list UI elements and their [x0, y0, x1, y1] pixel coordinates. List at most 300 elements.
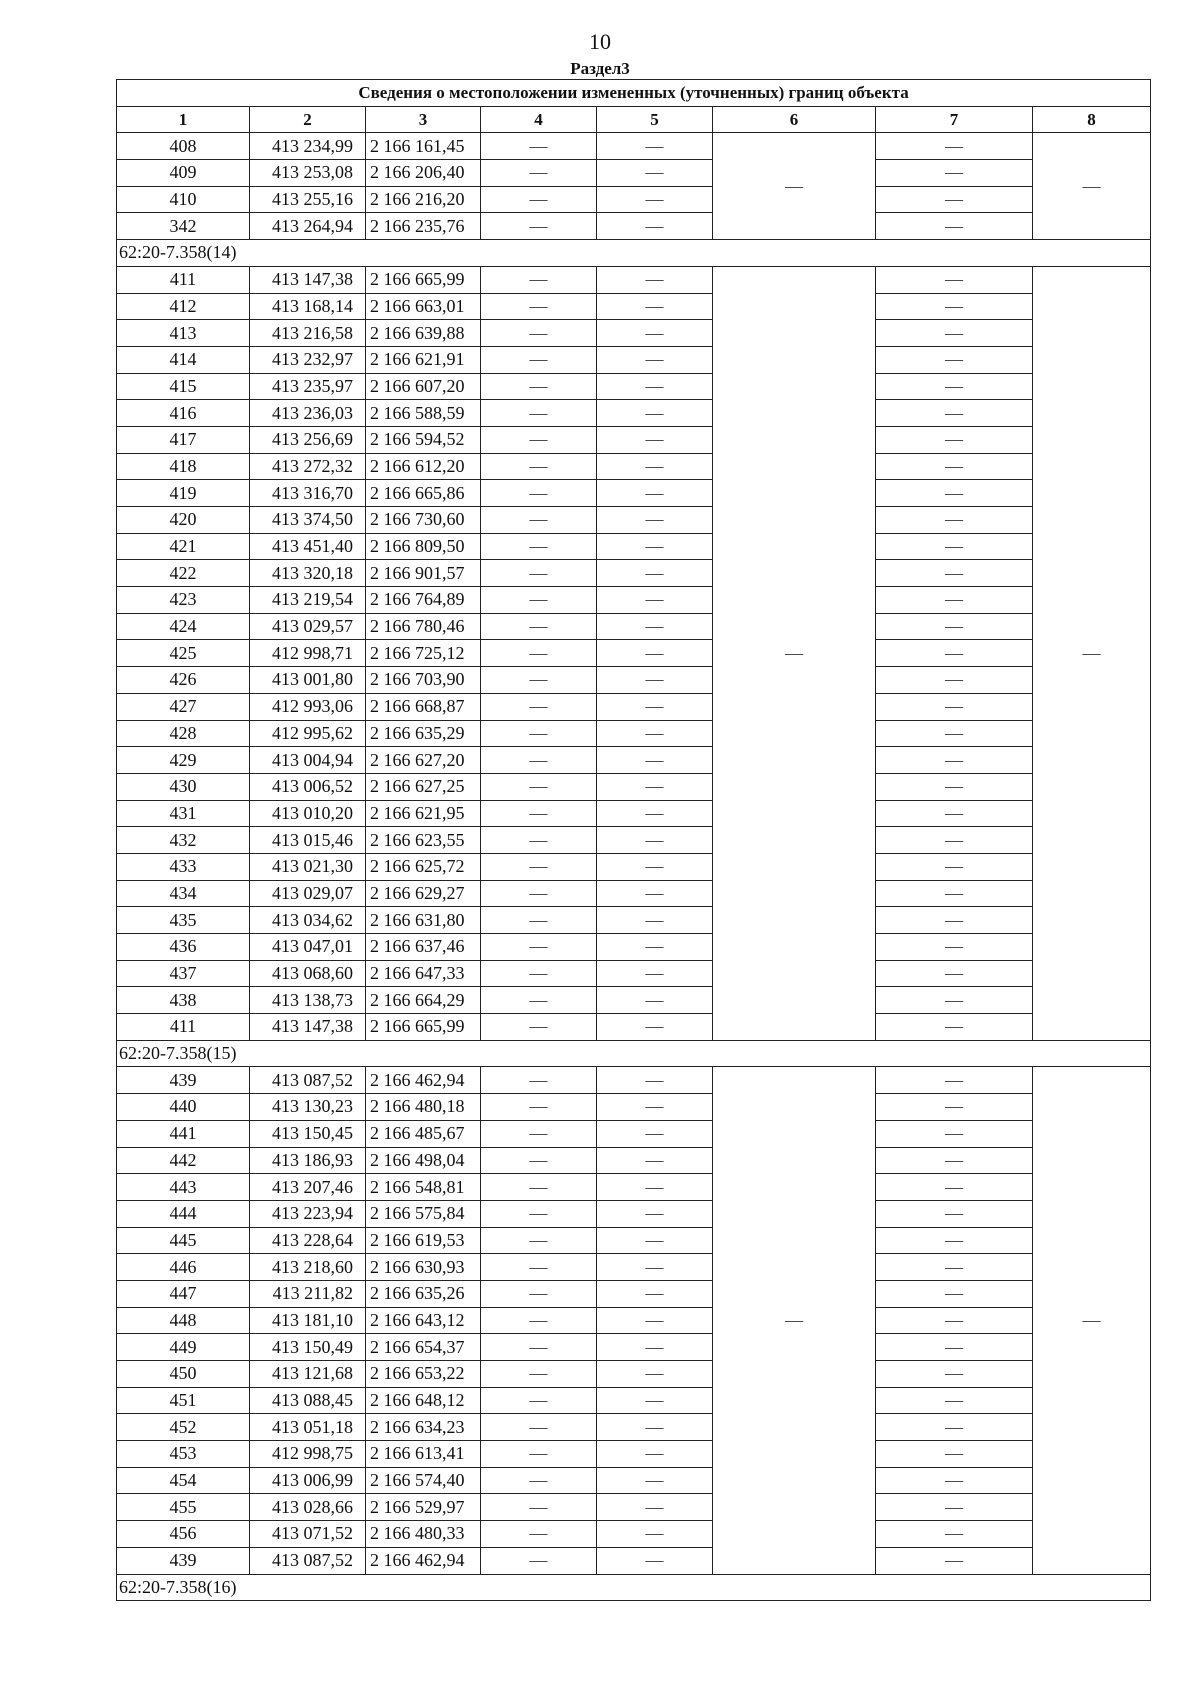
- col7-cell: —: [876, 667, 1033, 694]
- column-header: 2: [250, 106, 366, 133]
- y-coordinate-cell: 2 166 654,37: [366, 1334, 481, 1361]
- x-coordinate-cell: 413 228,64: [250, 1227, 366, 1254]
- col5-cell: —: [597, 400, 713, 427]
- col5-cell: —: [597, 880, 713, 907]
- y-coordinate-cell: 2 166 780,46: [366, 613, 481, 640]
- y-coordinate-cell: 2 166 529,97: [366, 1494, 481, 1521]
- table-row: [117, 1174, 1151, 1201]
- table-body: [117, 133, 1151, 1601]
- point-number-cell: 423: [117, 587, 250, 614]
- point-number-cell: 424: [117, 613, 250, 640]
- table-row: [117, 720, 1151, 747]
- x-coordinate-cell: 413 316,70: [250, 480, 366, 507]
- point-number-cell: 412: [117, 293, 250, 320]
- table-row: [117, 747, 1151, 774]
- col4-cell: —: [481, 453, 597, 480]
- col4-cell: —: [481, 907, 597, 934]
- col4-cell: —: [481, 1200, 597, 1227]
- col6-merged-cell: —: [713, 133, 876, 240]
- col5-cell: —: [597, 1494, 713, 1521]
- col5-cell: —: [597, 640, 713, 667]
- point-number-cell: 410: [117, 186, 250, 213]
- col4-cell: —: [481, 827, 597, 854]
- x-coordinate-cell: 413 021,30: [250, 853, 366, 880]
- col5-cell: —: [597, 1200, 713, 1227]
- y-coordinate-cell: 2 166 627,25: [366, 773, 481, 800]
- col7-cell: —: [876, 1494, 1033, 1521]
- point-number-cell: 451: [117, 1387, 250, 1414]
- point-number-cell: 437: [117, 960, 250, 987]
- group-label-row: [117, 1574, 1151, 1601]
- col5-cell: —: [597, 960, 713, 987]
- table-row: [117, 480, 1151, 507]
- col5-cell: —: [597, 587, 713, 614]
- x-coordinate-cell: 413 320,18: [250, 560, 366, 587]
- x-coordinate-cell: 413 150,49: [250, 1334, 366, 1361]
- y-coordinate-cell: 2 166 648,12: [366, 1387, 481, 1414]
- col7-cell: —: [876, 613, 1033, 640]
- col5-cell: —: [597, 720, 713, 747]
- col7-cell: —: [876, 1387, 1033, 1414]
- col5-cell: —: [597, 1441, 713, 1468]
- x-coordinate-cell: 412 995,62: [250, 720, 366, 747]
- point-number-cell: 446: [117, 1254, 250, 1281]
- table-row: [117, 346, 1151, 373]
- x-coordinate-cell: 413 147,38: [250, 1014, 366, 1041]
- point-number-cell: 429: [117, 747, 250, 774]
- col7-cell: —: [876, 987, 1033, 1014]
- col7-cell: —: [876, 320, 1033, 347]
- y-coordinate-cell: 2 166 462,94: [366, 1067, 481, 1094]
- table-row: [117, 1200, 1151, 1227]
- table-row: [117, 640, 1151, 667]
- x-coordinate-cell: 413 272,32: [250, 453, 366, 480]
- column-header: 4: [481, 106, 597, 133]
- point-number-cell: 425: [117, 640, 250, 667]
- point-number-cell: 415: [117, 373, 250, 400]
- col7-cell: —: [876, 1254, 1033, 1281]
- table-row: [117, 1414, 1151, 1441]
- col4-cell: —: [481, 747, 597, 774]
- col5-cell: —: [597, 1227, 713, 1254]
- col5-cell: —: [597, 533, 713, 560]
- x-coordinate-cell: 413 029,07: [250, 880, 366, 907]
- point-number-cell: 413: [117, 320, 250, 347]
- col5-cell: —: [597, 747, 713, 774]
- x-coordinate-cell: 413 235,97: [250, 373, 366, 400]
- x-coordinate-cell: 413 121,68: [250, 1361, 366, 1388]
- col4-cell: —: [481, 613, 597, 640]
- y-coordinate-cell: 2 166 485,67: [366, 1120, 481, 1147]
- col5-cell: —: [597, 934, 713, 961]
- col7-cell: —: [876, 1120, 1033, 1147]
- col7-cell: —: [876, 720, 1033, 747]
- table-row: [117, 507, 1151, 534]
- table-row: [117, 560, 1151, 587]
- y-coordinate-cell: 2 166 480,33: [366, 1521, 481, 1548]
- table-row: [117, 853, 1151, 880]
- y-coordinate-cell: 2 166 643,12: [366, 1307, 481, 1334]
- col4-cell: —: [481, 480, 597, 507]
- point-number-cell: 432: [117, 827, 250, 854]
- col5-cell: —: [597, 1467, 713, 1494]
- col5-cell: —: [597, 1254, 713, 1281]
- col7-cell: —: [876, 587, 1033, 614]
- col5-cell: —: [597, 853, 713, 880]
- y-coordinate-cell: 2 166 480,18: [366, 1094, 481, 1121]
- col5-cell: —: [597, 800, 713, 827]
- x-coordinate-cell: 413 255,16: [250, 186, 366, 213]
- point-number-cell: 417: [117, 426, 250, 453]
- col8-merged-cell: —: [1033, 1067, 1151, 1574]
- col8-merged-cell: —: [1033, 133, 1151, 240]
- col4-cell: —: [481, 693, 597, 720]
- x-coordinate-cell: 413 216,58: [250, 320, 366, 347]
- y-coordinate-cell: 2 166 206,40: [366, 160, 481, 187]
- table-row: [117, 934, 1151, 961]
- table-row: [117, 960, 1151, 987]
- table-row: [117, 667, 1151, 694]
- col7-cell: —: [876, 1227, 1033, 1254]
- col5-cell: —: [597, 1120, 713, 1147]
- y-coordinate-cell: 2 166 631,80: [366, 907, 481, 934]
- y-coordinate-cell: 2 166 629,27: [366, 880, 481, 907]
- point-number-cell: 416: [117, 400, 250, 427]
- point-number-cell: 419: [117, 480, 250, 507]
- col7-cell: —: [876, 853, 1033, 880]
- point-number-cell: 431: [117, 800, 250, 827]
- y-coordinate-cell: 2 166 574,40: [366, 1467, 481, 1494]
- col7-cell: —: [876, 1547, 1033, 1574]
- col7-cell: —: [876, 1441, 1033, 1468]
- col5-cell: —: [597, 1067, 713, 1094]
- col7-cell: —: [876, 1174, 1033, 1201]
- col5-cell: —: [597, 827, 713, 854]
- point-number-cell: 438: [117, 987, 250, 1014]
- column-header: 8: [1033, 106, 1151, 133]
- col7-cell: —: [876, 186, 1033, 213]
- table-row: [117, 1094, 1151, 1121]
- group-label: 62:20-7.358(15): [117, 1040, 1151, 1067]
- section-title: Раздел3: [570, 59, 630, 78]
- col5-cell: —: [597, 480, 713, 507]
- col4-cell: —: [481, 1067, 597, 1094]
- table-row: [117, 186, 1151, 213]
- col7-cell: —: [876, 1467, 1033, 1494]
- point-number-cell: 430: [117, 773, 250, 800]
- col6-merged-cell: —: [713, 266, 876, 1040]
- x-coordinate-cell: 413 451,40: [250, 533, 366, 560]
- point-number-cell: 439: [117, 1067, 250, 1094]
- col5-cell: —: [597, 1361, 713, 1388]
- col4-cell: —: [481, 533, 597, 560]
- col4-cell: —: [481, 1467, 597, 1494]
- x-coordinate-cell: 413 028,66: [250, 1494, 366, 1521]
- column-header: 3: [366, 106, 481, 133]
- col4-cell: —: [481, 960, 597, 987]
- table-row: [117, 773, 1151, 800]
- col7-cell: —: [876, 373, 1033, 400]
- table-row: [117, 533, 1151, 560]
- x-coordinate-cell: 413 207,46: [250, 1174, 366, 1201]
- x-coordinate-cell: 413 256,69: [250, 426, 366, 453]
- y-coordinate-cell: 2 166 621,91: [366, 346, 481, 373]
- y-coordinate-cell: 2 166 665,99: [366, 1014, 481, 1041]
- col7-cell: —: [876, 1094, 1033, 1121]
- y-coordinate-cell: 2 166 462,94: [366, 1547, 481, 1574]
- col4-cell: —: [481, 934, 597, 961]
- x-coordinate-cell: 413 088,45: [250, 1387, 366, 1414]
- col4-cell: —: [481, 1521, 597, 1548]
- col5-cell: —: [597, 1334, 713, 1361]
- col5-cell: —: [597, 560, 713, 587]
- col4-cell: —: [481, 1120, 597, 1147]
- col7-cell: —: [876, 773, 1033, 800]
- y-coordinate-cell: 2 166 668,87: [366, 693, 481, 720]
- col5-cell: —: [597, 293, 713, 320]
- table-row: [117, 400, 1151, 427]
- column-header: 5: [597, 106, 713, 133]
- col7-cell: —: [876, 133, 1033, 160]
- point-number-cell: 411: [117, 1014, 250, 1041]
- x-coordinate-cell: 413 236,03: [250, 400, 366, 427]
- col4-cell: —: [481, 800, 597, 827]
- x-coordinate-cell: 413 150,45: [250, 1120, 366, 1147]
- y-coordinate-cell: 2 166 575,84: [366, 1200, 481, 1227]
- y-coordinate-cell: 2 166 235,76: [366, 213, 481, 240]
- y-coordinate-cell: 2 166 548,81: [366, 1174, 481, 1201]
- col5-cell: —: [597, 907, 713, 934]
- col4-cell: —: [481, 1361, 597, 1388]
- x-coordinate-cell: 412 998,75: [250, 1441, 366, 1468]
- col5-cell: —: [597, 1014, 713, 1041]
- col7-cell: —: [876, 266, 1033, 293]
- table-row: [117, 1334, 1151, 1361]
- table-row: [117, 373, 1151, 400]
- y-coordinate-cell: 2 166 725,12: [366, 640, 481, 667]
- col4-cell: —: [481, 1227, 597, 1254]
- table-row: [117, 613, 1151, 640]
- table-row: [117, 266, 1151, 293]
- col5-cell: —: [597, 133, 713, 160]
- col4-cell: —: [481, 1334, 597, 1361]
- col5-cell: —: [597, 1174, 713, 1201]
- col4-cell: —: [481, 1414, 597, 1441]
- col4-cell: —: [481, 346, 597, 373]
- y-coordinate-cell: 2 166 901,57: [366, 560, 481, 587]
- point-number-cell: 428: [117, 720, 250, 747]
- point-number-cell: 452: [117, 1414, 250, 1441]
- col5-cell: —: [597, 1521, 713, 1548]
- point-number-cell: 342: [117, 213, 250, 240]
- col5-cell: —: [597, 160, 713, 187]
- y-coordinate-cell: 2 166 809,50: [366, 533, 481, 560]
- table-row: [117, 1227, 1151, 1254]
- group-label: 62:20-7.358(16): [117, 1574, 1151, 1601]
- point-number-cell: 450: [117, 1361, 250, 1388]
- col7-cell: —: [876, 1147, 1033, 1174]
- x-coordinate-cell: 413 168,14: [250, 293, 366, 320]
- col4-cell: —: [481, 160, 597, 187]
- y-coordinate-cell: 2 166 665,86: [366, 480, 481, 507]
- col4-cell: —: [481, 213, 597, 240]
- table-row: [117, 1147, 1151, 1174]
- table-row: [117, 1120, 1151, 1147]
- column-header: 7: [876, 106, 1033, 133]
- x-coordinate-cell: 413 234,99: [250, 133, 366, 160]
- point-number-cell: 440: [117, 1094, 250, 1121]
- point-number-cell: 442: [117, 1147, 250, 1174]
- col5-cell: —: [597, 987, 713, 1014]
- col7-cell: —: [876, 1334, 1033, 1361]
- col4-cell: —: [481, 667, 597, 694]
- column-header: 1: [117, 106, 250, 133]
- y-coordinate-cell: 2 166 634,23: [366, 1414, 481, 1441]
- x-coordinate-cell: 413 010,20: [250, 800, 366, 827]
- col5-cell: —: [597, 507, 713, 534]
- table-row: [117, 293, 1151, 320]
- col7-cell: —: [876, 693, 1033, 720]
- col5-cell: —: [597, 1280, 713, 1307]
- y-coordinate-cell: 2 166 625,72: [366, 853, 481, 880]
- col4-cell: —: [481, 1441, 597, 1468]
- y-coordinate-cell: 2 166 612,20: [366, 453, 481, 480]
- col7-cell: —: [876, 747, 1033, 774]
- col4-cell: —: [481, 507, 597, 534]
- y-coordinate-cell: 2 166 627,20: [366, 747, 481, 774]
- point-number-cell: 445: [117, 1227, 250, 1254]
- x-coordinate-cell: 413 218,60: [250, 1254, 366, 1281]
- col7-cell: —: [876, 293, 1033, 320]
- table-row: [117, 1254, 1151, 1281]
- y-coordinate-cell: 2 166 607,20: [366, 373, 481, 400]
- x-coordinate-cell: 413 034,62: [250, 907, 366, 934]
- y-coordinate-cell: 2 166 498,04: [366, 1147, 481, 1174]
- col5-cell: —: [597, 773, 713, 800]
- col7-cell: —: [876, 346, 1033, 373]
- table-row: [117, 1387, 1151, 1414]
- col5-cell: —: [597, 320, 713, 347]
- boundary-coordinates-table: [116, 79, 1151, 1601]
- col4-cell: —: [481, 1307, 597, 1334]
- col4-cell: —: [481, 720, 597, 747]
- y-coordinate-cell: 2 166 613,41: [366, 1441, 481, 1468]
- y-coordinate-cell: 2 166 730,60: [366, 507, 481, 534]
- y-coordinate-cell: 2 166 653,22: [366, 1361, 481, 1388]
- col7-cell: —: [876, 1307, 1033, 1334]
- col4-cell: —: [481, 987, 597, 1014]
- x-coordinate-cell: 413 232,97: [250, 346, 366, 373]
- col4-cell: —: [481, 1494, 597, 1521]
- point-number-cell: 454: [117, 1467, 250, 1494]
- table-row: [117, 880, 1151, 907]
- x-coordinate-cell: 413 211,82: [250, 1280, 366, 1307]
- col7-cell: —: [876, 880, 1033, 907]
- col4-cell: —: [481, 426, 597, 453]
- col4-cell: —: [481, 133, 597, 160]
- point-number-cell: 408: [117, 133, 250, 160]
- group-label: 62:20-7.358(14): [117, 240, 1151, 267]
- table-row: [117, 133, 1151, 160]
- col5-cell: —: [597, 1547, 713, 1574]
- y-coordinate-cell: 2 166 664,29: [366, 987, 481, 1014]
- group-label-row: [117, 240, 1151, 267]
- col7-cell: —: [876, 907, 1033, 934]
- x-coordinate-cell: 413 181,10: [250, 1307, 366, 1334]
- col7-cell: —: [876, 400, 1033, 427]
- y-coordinate-cell: 2 166 665,99: [366, 266, 481, 293]
- point-number-cell: 434: [117, 880, 250, 907]
- point-number-cell: 422: [117, 560, 250, 587]
- column-header: 6: [713, 106, 876, 133]
- y-coordinate-cell: 2 166 647,33: [366, 960, 481, 987]
- x-coordinate-cell: 413 006,52: [250, 773, 366, 800]
- point-number-cell: 414: [117, 346, 250, 373]
- point-number-cell: 420: [117, 507, 250, 534]
- point-number-cell: 456: [117, 1521, 250, 1548]
- col7-cell: —: [876, 1521, 1033, 1548]
- x-coordinate-cell: 412 993,06: [250, 693, 366, 720]
- col7-cell: —: [876, 560, 1033, 587]
- table-row: [117, 827, 1151, 854]
- col7-cell: —: [876, 507, 1033, 534]
- y-coordinate-cell: 2 166 216,20: [366, 186, 481, 213]
- col4-cell: —: [481, 853, 597, 880]
- y-coordinate-cell: 2 166 630,93: [366, 1254, 481, 1281]
- x-coordinate-cell: 413 047,01: [250, 934, 366, 961]
- col4-cell: —: [481, 400, 597, 427]
- col5-cell: —: [597, 373, 713, 400]
- col5-cell: —: [597, 1307, 713, 1334]
- y-coordinate-cell: 2 166 588,59: [366, 400, 481, 427]
- x-coordinate-cell: 413 068,60: [250, 960, 366, 987]
- col5-cell: —: [597, 1094, 713, 1121]
- point-number-cell: 433: [117, 853, 250, 880]
- col4-cell: —: [481, 773, 597, 800]
- table-row: [117, 1067, 1151, 1094]
- point-number-cell: 455: [117, 1494, 250, 1521]
- col5-cell: —: [597, 266, 713, 293]
- col7-cell: —: [876, 800, 1033, 827]
- col7-cell: —: [876, 640, 1033, 667]
- table-row: [117, 1307, 1151, 1334]
- table-row: [117, 1441, 1151, 1468]
- x-coordinate-cell: 413 004,94: [250, 747, 366, 774]
- table-row: [117, 1494, 1151, 1521]
- x-coordinate-cell: 413 051,18: [250, 1414, 366, 1441]
- x-coordinate-cell: 413 147,38: [250, 266, 366, 293]
- table-row: [117, 320, 1151, 347]
- x-coordinate-cell: 413 223,94: [250, 1200, 366, 1227]
- table-row: [117, 987, 1151, 1014]
- point-number-cell: 436: [117, 934, 250, 961]
- page-number: 10: [589, 29, 611, 54]
- point-number-cell: 449: [117, 1334, 250, 1361]
- table-row: [117, 587, 1151, 614]
- col4-cell: —: [481, 293, 597, 320]
- x-coordinate-cell: 413 087,52: [250, 1067, 366, 1094]
- col4-cell: —: [481, 186, 597, 213]
- col7-cell: —: [876, 1361, 1033, 1388]
- point-number-cell: 421: [117, 533, 250, 560]
- col7-cell: —: [876, 1014, 1033, 1041]
- x-coordinate-cell: 413 253,08: [250, 160, 366, 187]
- point-number-cell: 444: [117, 1200, 250, 1227]
- y-coordinate-cell: 2 166 703,90: [366, 667, 481, 694]
- col7-cell: —: [876, 960, 1033, 987]
- col4-cell: —: [481, 1147, 597, 1174]
- x-coordinate-cell: 413 071,52: [250, 1521, 366, 1548]
